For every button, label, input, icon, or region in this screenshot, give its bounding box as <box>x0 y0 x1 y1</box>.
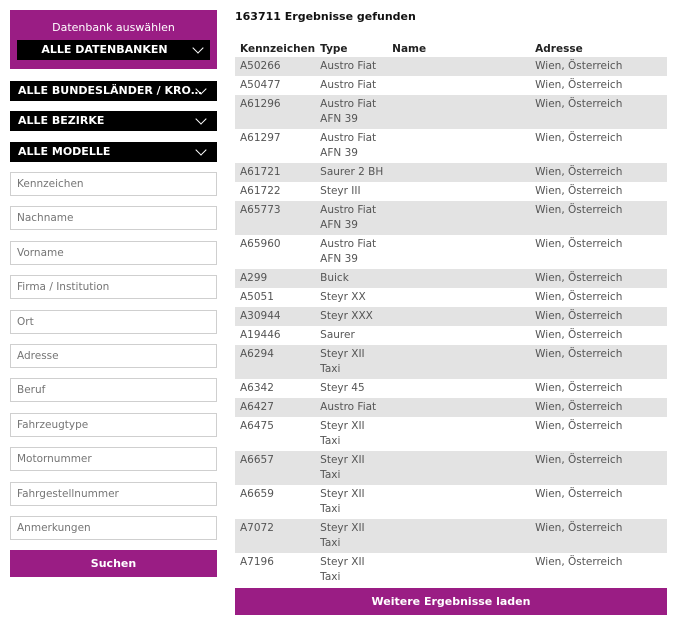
cell-kennzeichen: A299 <box>235 269 315 288</box>
cell-adresse: Wien, Österreich <box>535 420 623 432</box>
cell-adresse: Wien, Österreich <box>535 79 623 91</box>
ort-input[interactable] <box>10 310 217 334</box>
cell-name <box>387 57 530 76</box>
column-header-kennzeichen: Kennzeichen <box>240 42 316 55</box>
cell-name <box>387 345 530 379</box>
anmerkungen-input[interactable] <box>10 516 217 540</box>
filter-dropdown-1[interactable] <box>10 111 217 131</box>
cell-type: Austro Fiat <box>320 79 377 91</box>
cell-kennzeichen: A30944 <box>235 307 315 326</box>
cell-type: Steyr XX <box>320 291 366 303</box>
table-row[interactable] <box>235 201 667 235</box>
cell-kennzeichen: A61297 <box>240 132 281 144</box>
cell-name <box>387 326 530 345</box>
cell-adresse: Wien, Österreich <box>530 163 667 182</box>
filter-dropdown-label: ALLE BEZIRKE <box>18 114 105 127</box>
column-header-adresse: Adresse <box>535 42 583 55</box>
cell-name <box>387 485 530 519</box>
cell-type: Steyr XII Taxi <box>320 556 365 583</box>
cell-type: Buick <box>315 269 387 288</box>
filter-dropdown-label: ALLE BUNDESLÄNDER / KRO… <box>18 84 202 97</box>
table-row[interactable] <box>235 76 667 95</box>
cell-kennzeichen: A6657 <box>235 451 315 485</box>
filter-dropdown-2[interactable] <box>10 142 217 162</box>
column-header-type: Type <box>320 42 348 55</box>
database-selector-panel <box>10 10 217 69</box>
beruf-input[interactable] <box>10 378 217 402</box>
kennzeichen-input[interactable] <box>10 172 217 196</box>
table-row[interactable] <box>235 417 667 451</box>
table-row[interactable] <box>235 379 667 398</box>
results-table <box>235 40 667 587</box>
cell-kennzeichen: A6427 <box>235 398 315 417</box>
cell-kennzeichen: A6294 <box>235 345 315 379</box>
cell-name <box>387 307 530 326</box>
cell-kennzeichen: A7196 <box>240 556 274 568</box>
cell-kennzeichen: A6342 <box>240 382 274 394</box>
cell-kennzeichen: A5051 <box>240 291 274 303</box>
search-button[interactable]: Suchen <box>10 550 217 577</box>
cell-name <box>387 451 530 485</box>
cell-adresse: Wien, Österreich <box>530 307 667 326</box>
cell-kennzeichen: A50477 <box>240 79 281 91</box>
cell-kennzeichen: A7072 <box>235 519 315 553</box>
motornummer-input[interactable] <box>10 447 217 471</box>
cell-name <box>387 163 530 182</box>
table-row[interactable] <box>235 235 667 269</box>
cell-type: Saurer 2 BH <box>315 163 387 182</box>
table-header-row <box>235 40 667 57</box>
table-row[interactable] <box>235 553 667 587</box>
cell-adresse: Wien, Österreich <box>535 291 623 303</box>
table-row[interactable] <box>235 451 667 485</box>
vorname-input[interactable] <box>10 241 217 265</box>
cell-kennzeichen: A65773 <box>235 201 315 235</box>
table-row[interactable] <box>235 398 667 417</box>
cell-type: Steyr 45 <box>320 382 365 394</box>
cell-name <box>387 519 530 553</box>
cell-name <box>387 201 530 235</box>
load-more-button[interactable]: Weitere Ergebnisse laden <box>235 588 667 615</box>
table-row[interactable] <box>235 163 667 182</box>
cell-type: Steyr XII Taxi <box>320 488 365 515</box>
cell-type: Steyr XII Taxi <box>320 420 365 447</box>
database-select-value: ALLE DATENBANKEN <box>41 43 168 56</box>
cell-name <box>387 553 530 587</box>
chevron-down-icon <box>195 144 206 155</box>
table-row[interactable] <box>235 519 667 553</box>
search-sidebar <box>10 10 217 570</box>
cell-kennzeichen: A65960 <box>240 238 281 250</box>
cell-type: Saurer <box>320 329 355 341</box>
cell-name <box>387 379 530 398</box>
filter-dropdown-0[interactable] <box>10 81 217 101</box>
table-row[interactable] <box>235 326 667 345</box>
table-row[interactable] <box>235 269 667 288</box>
cell-adresse: Wien, Österreich <box>535 238 623 250</box>
cell-kennzeichen: A61296 <box>235 95 315 129</box>
cell-kennzeichen: A50266 <box>235 57 315 76</box>
cell-type: Austro Fiat <box>315 57 387 76</box>
results-count: 163711 Ergebnisse gefunden <box>235 10 416 23</box>
cell-name <box>387 95 530 129</box>
cell-adresse: Wien, Österreich <box>535 329 623 341</box>
cell-name <box>387 417 530 451</box>
cell-kennzeichen: A6475 <box>240 420 274 432</box>
cell-adresse: Wien, Österreich <box>535 556 623 568</box>
table-row[interactable] <box>235 345 667 379</box>
table-row[interactable] <box>235 95 667 129</box>
cell-type: Austro Fiat AFN 39 <box>315 201 387 235</box>
cell-type: Austro Fiat AFN 39 <box>320 132 377 159</box>
table-row[interactable] <box>235 57 667 76</box>
cell-type: Steyr XXX <box>315 307 387 326</box>
cell-type: Steyr XII Taxi <box>315 345 387 379</box>
table-row[interactable] <box>235 485 667 519</box>
cell-adresse: Wien, Österreich <box>530 95 667 129</box>
cell-kennzeichen: A19446 <box>240 329 281 341</box>
cell-adresse: Wien, Österreich <box>530 519 667 553</box>
fahrgestellnummer-input[interactable] <box>10 482 217 506</box>
cell-name <box>387 288 530 307</box>
cell-kennzeichen: A61721 <box>235 163 315 182</box>
cell-name <box>387 76 530 95</box>
cell-type: Austro Fiat AFN 39 <box>315 95 387 129</box>
cell-adresse: Wien, Österreich <box>535 132 623 144</box>
firma-input[interactable] <box>10 275 217 299</box>
chevron-down-icon <box>192 42 203 53</box>
adresse-input[interactable] <box>10 344 217 368</box>
column-header-name: Name <box>392 42 427 55</box>
cell-adresse: Wien, Österreich <box>530 345 667 379</box>
cell-adresse: Wien, Österreich <box>530 57 667 76</box>
table-row[interactable] <box>235 288 667 307</box>
fahrzeugtype-input[interactable] <box>10 413 217 437</box>
cell-adresse: Wien, Österreich <box>530 201 667 235</box>
cell-name <box>387 269 530 288</box>
cell-name <box>387 129 530 163</box>
chevron-down-icon <box>195 113 206 124</box>
database-selector-title: Datenbank auswählen <box>52 21 175 34</box>
cell-adresse: Wien, Österreich <box>530 451 667 485</box>
cell-type: Steyr XII Taxi <box>315 451 387 485</box>
cell-name <box>387 182 530 201</box>
cell-type: Steyr XII Taxi <box>315 519 387 553</box>
filter-dropdown-label: ALLE MODELLE <box>18 145 111 158</box>
cell-kennzeichen: A6659 <box>240 488 274 500</box>
cell-name <box>387 398 530 417</box>
cell-kennzeichen: A61722 <box>240 185 281 197</box>
database-select[interactable] <box>17 40 210 60</box>
cell-adresse: Wien, Österreich <box>530 269 667 288</box>
cell-adresse: Wien, Österreich <box>535 488 623 500</box>
cell-adresse: Wien, Österreich <box>535 382 623 394</box>
nachname-input[interactable] <box>10 206 217 230</box>
table-row[interactable] <box>235 182 667 201</box>
cell-type: Austro Fiat <box>315 398 387 417</box>
table-row[interactable] <box>235 129 667 163</box>
cell-name <box>387 235 530 269</box>
cell-adresse: Wien, Österreich <box>530 398 667 417</box>
cell-adresse: Wien, Österreich <box>535 185 623 197</box>
cell-type: Austro Fiat AFN 39 <box>320 238 377 265</box>
cell-type: Steyr III <box>320 185 361 197</box>
table-row[interactable] <box>235 307 667 326</box>
